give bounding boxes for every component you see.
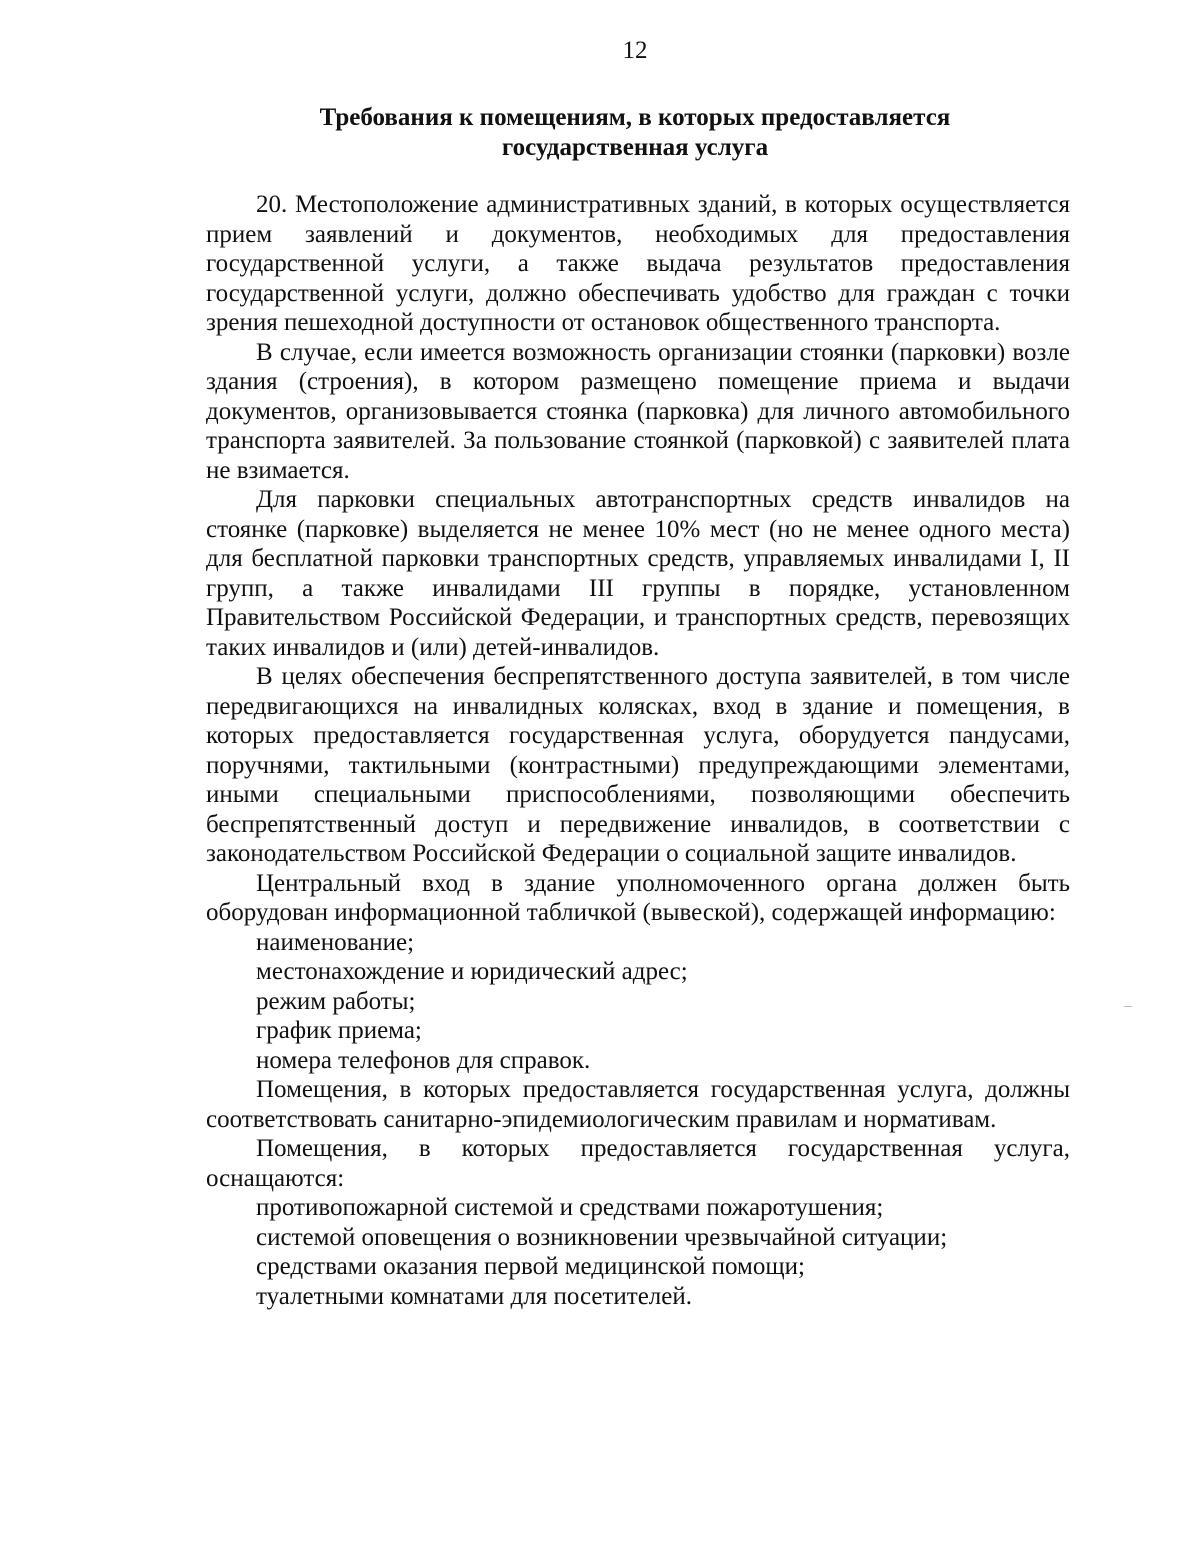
scan-margin-mark (1124, 1006, 1132, 1007)
paragraph-entrance-sign: Центральный вход в здание уполномоченного органа должен быть оборудован информационной табличкой (вывеской), содержащей информацию: (206, 869, 1070, 926)
paragraph-disabled-parking: Для парковки специальных автотранспортных средств инвалидов на стоянке (парковке) выделяется не менее 10% мест (но не менее одного места) для бесплатной парковки транспортных средств, управляемых инвалидами I, II групп, а также инвалидами III группы в порядке, установленном Правительством Российской Федерации, и транспортных средств, перевозящих таких инвалидов и (или) детей-инвалидов. (206, 486, 1070, 661)
section-heading-line-2: государственная услуга (501, 134, 769, 161)
list-item-address: местонахождение и юридический адрес; (256, 958, 688, 985)
list-item-reception-schedule: график приема; (256, 1017, 422, 1044)
section-heading-line-1: Требования к помещениям, в которых предоставляется (319, 104, 951, 131)
list-item-first-aid: средствами оказания первой медицинской помощи; (256, 1253, 805, 1280)
list-item-work-hours: режим работы; (256, 987, 416, 1015)
list-item-fire-system: противопожарной системой и средствами пожаротушения; (256, 1194, 884, 1221)
paragraph-sanitary: Помещения, в которых предоставляется государственная услуга, должны соответствовать санитарно-эпидемиологическим правилам и нормативам. (206, 1076, 1070, 1133)
paragraph-accessibility: В целях обеспечения беспрепятственного доступа заявителей, в том числе передвигающихся на инвалидных колясках, вход в здание и помещения, в которых предоставляется государственная услуга, оборудуется пандусами, поручнями, тактильными (контрастными) предупреждающими элементами, иными специальными приспособлениями, позволяющими обеспечить беспрепятственный доступ и передвижение инвалидов, в соответствии с законодательством Российской Федерации о социальной защите инвалидов. (206, 663, 1070, 867)
list-item-emergency-alert: системой оповещения о возникновении чрезвычайной ситуации; (256, 1223, 948, 1251)
page-number: 12 (622, 37, 648, 64)
paragraph-location: 20. Местоположение административных зданий, в которых осуществляется прием заявлений и документов, необходимых для предоставления государственной услуги, а также выдача результатов предоставления государственной услуги, должно обеспечивать удобство для граждан с точки зрения пешеходной доступности от остановок общественного транспорта. (206, 191, 1070, 336)
list-item-name: наименование; (256, 928, 415, 956)
paragraph-parking: В случае, если имеется возможность организации стоянки (парковки) возле здания (строения), в котором размещено помещение приема и выдачи документов, организовывается стоянка (парковка) для личного автомобильного транспорта заявителей. За пользование стоянкой (парковкой) с заявителей плата не взимается. (206, 338, 1070, 484)
section-heading (200, 103, 1070, 163)
list-item-restrooms: туалетными комнатами для посетителей. (256, 1282, 692, 1310)
list-item-phones: номера телефонов для справок. (256, 1046, 591, 1074)
paragraph-equipment: Помещения, в которых предоставляется государственная услуга, оснащаются: (206, 1135, 1070, 1192)
document-body (206, 190, 1070, 1311)
